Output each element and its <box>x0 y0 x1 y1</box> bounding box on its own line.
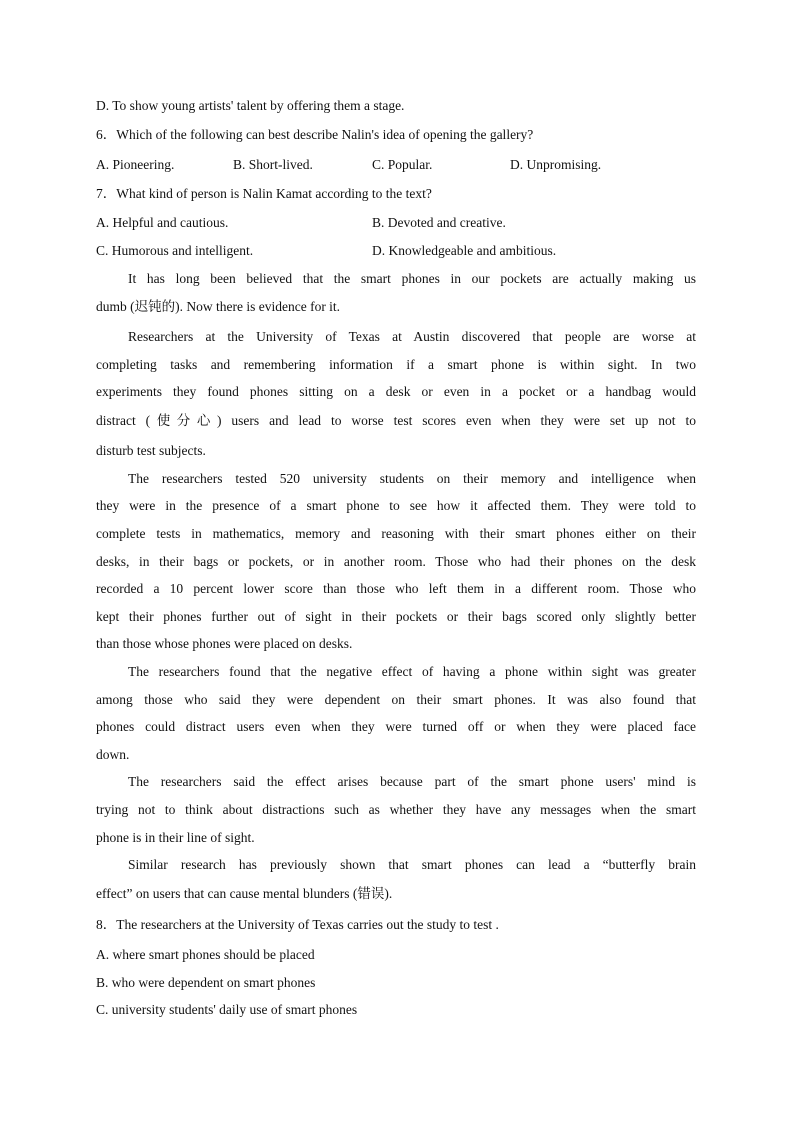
passage-p2-line: completing tasks and remembering information if a smart phone is within sight. In two <box>96 357 696 372</box>
q7-option-a: A. Helpful and cautious. <box>96 215 229 230</box>
q7-option-d: D. Knowledgeable and ambitious. <box>372 243 557 258</box>
passage-p5-line: The researchers said the effect arises because part of the smart phone users' mind is <box>128 774 696 789</box>
q8-option-a: A. where smart phones should be placed <box>96 947 315 962</box>
q8-option-c: C. university students' daily use of smart phones <box>96 1002 358 1017</box>
q7-stem: 7．What kind of person is Nalin Kamat according to the text? <box>96 186 432 201</box>
q6-option-a: A. Pioneering. <box>96 157 175 172</box>
q5-option-d: D. To show young artists' talent by offering them a stage. <box>96 98 405 113</box>
passage-p1-line: It has long been believed that the smart phones in our pockets are actually making us <box>128 271 696 286</box>
passage-p4-line: among those who said they were dependent on their smart phones. It was also found that <box>96 692 696 707</box>
q6-option-d: D. Unpromising. <box>510 157 602 172</box>
passage-p4-line: The researchers found that the negative effect of having a phone within sight was greater <box>128 664 696 679</box>
passage-p2-line: experiments they found phones sitting on a desk or even in a pocket or a handbag would <box>96 384 696 399</box>
passage-p1-line: dumb (迟钝的). Now there is evidence for it. <box>96 299 341 314</box>
passage-p3-line: than those whose phones were placed on desks. <box>96 636 353 651</box>
q6-stem: 6．Which of the following can best describe Nalin's idea of opening the gallery? <box>96 127 534 142</box>
passage-p2-line: distract (使分心) users and lead to worse test scores even when they were set up not to <box>96 413 696 428</box>
passage-p3-line: complete tests in mathematics, memory and reasoning with their smart phones either on their <box>96 526 696 541</box>
passage-p3-line: they were in the presence of a smart phone to see how it affected them. They were told to <box>96 498 696 513</box>
passage-p2-line: disturb test subjects. <box>96 443 206 458</box>
passage-p3-line: desks, in their bags or pockets, or in another room. Those who had their phones on the desk <box>96 554 696 569</box>
q8-option-b: B. who were dependent on smart phones <box>96 975 316 990</box>
passage-p3-line: The researchers tested 520 university students on their memory and intelligence when <box>128 471 696 486</box>
passage-p6-line: Similar research has previously shown that smart phones can lead a “butterfly brain <box>128 857 696 872</box>
passage-p5-line: phone is in their line of sight. <box>96 830 255 845</box>
passage-p6-line: effect” on users that can cause mental blunders (错误). <box>96 886 393 901</box>
q7-option-b: B. Devoted and creative. <box>372 215 506 230</box>
passage-p2-line: Researchers at the University of Texas at Austin discovered that people are worse at <box>128 329 696 344</box>
passage-p3-line: recorded a 10 percent lower score than those who left them in a different room. Those who <box>96 581 696 596</box>
q7-option-c: C. Humorous and intelligent. <box>96 243 254 258</box>
q8-stem: 8．The researchers at the University of Texas carries out the study to test . <box>96 917 499 932</box>
passage-p4-line: phones could distract users even when they were turned off or when they were placed face <box>96 719 696 734</box>
passage-p5-line: trying not to think about distractions such as whether they have any messages when the smart <box>96 802 696 817</box>
passage-p3-line: kept their phones further out of sight in their pockets or their bags scored only slightly better <box>96 609 696 624</box>
q6-option-b: B. Short-lived. <box>233 157 313 172</box>
q6-option-c: C. Popular. <box>372 157 433 172</box>
passage-p4-line: down. <box>96 747 130 762</box>
